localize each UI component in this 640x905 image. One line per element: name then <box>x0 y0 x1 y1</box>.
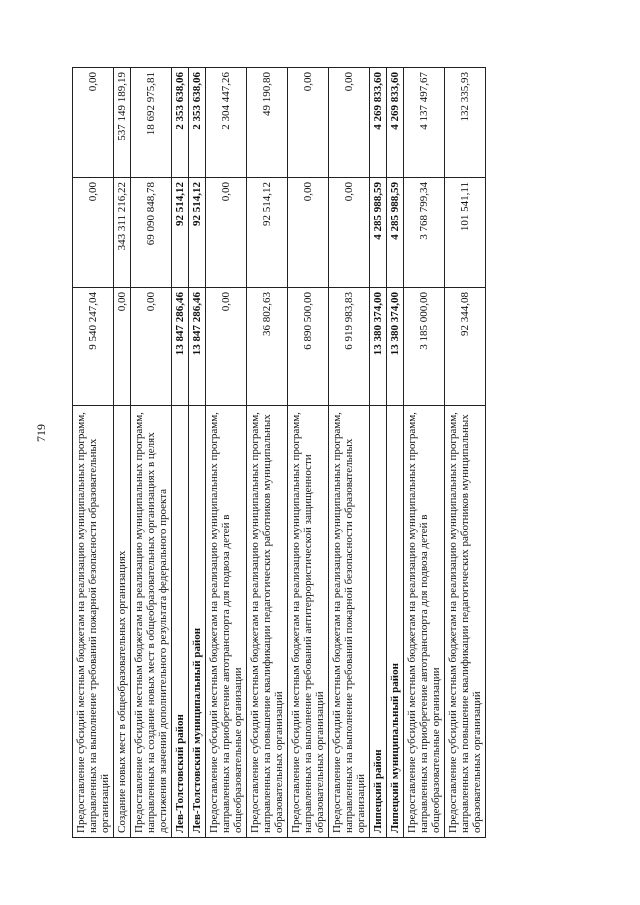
row-description: Предоставление субсидий местным бюджетам на реализацию муниципальных программ, направленных на повышение квалификации педагогических работников муниципальных образовательных организаций <box>445 406 486 838</box>
row-value-2024: 2 353 638,06 <box>172 68 189 178</box>
row-value-2022: 13 847 286,46 <box>189 288 206 406</box>
row-value-2023: 3 768 799,34 <box>404 178 445 288</box>
row-value-2024: 4 269 833,60 <box>387 68 404 178</box>
row-value-2024: 18 692 975,81 <box>131 68 172 178</box>
table-row <box>131 68 172 838</box>
row-value-2024: 2 304 447,26 <box>206 68 247 178</box>
row-description: Лев-Толстовский муниципальный район <box>189 406 206 838</box>
table-row <box>114 68 131 838</box>
row-value-2023: 4 285 988,59 <box>387 178 404 288</box>
row-description: Предоставление субсидий местным бюджетам на реализацию муниципальных программ, направленных на выполнение требований пожарной безопасности образовательных организаций <box>73 406 114 838</box>
row-value-2022: 0,00 <box>114 288 131 406</box>
row-value-2024: 0,00 <box>73 68 114 178</box>
row-value-2023: 0,00 <box>206 178 247 288</box>
row-description: Липецкий район <box>370 406 387 838</box>
table-row <box>247 68 288 838</box>
row-value-2024: 132 335,93 <box>445 68 486 178</box>
row-value-2022: 13 380 374,00 <box>387 288 404 406</box>
row-value-2024: 0,00 <box>288 68 329 178</box>
row-value-2023: 92 514,12 <box>172 178 189 288</box>
table-row <box>329 68 370 838</box>
table-row <box>172 68 189 838</box>
table-row <box>387 68 404 838</box>
row-value-2022: 6 890 500,00 <box>288 288 329 406</box>
table-body <box>73 68 486 838</box>
row-value-2022: 9 540 247,04 <box>73 288 114 406</box>
row-value-2022: 13 380 374,00 <box>370 288 387 406</box>
table-row <box>206 68 247 838</box>
row-description: Предоставление субсидий местным бюджетам на реализацию муниципальных программ, направленных на повышение квалификации педагогических работников муниципальных образовательных организаций <box>247 406 288 838</box>
table-row <box>73 68 114 838</box>
row-description: Предоставление субсидий местным бюджетам на реализацию муниципальных программ, направленных на создание новых мест в общеобразовательных организациях в целях достижения значений дополнительного результата федерального проекта <box>131 406 172 838</box>
row-value-2023: 343 311 216,22 <box>114 178 131 288</box>
row-value-2022: 92 344,08 <box>445 288 486 406</box>
row-description: Предоставление субсидий местным бюджетам на реализацию муниципальных программ, направленных на выполнение требований антитеррористической защищенности образовательных организаций <box>288 406 329 838</box>
row-value-2023: 69 090 848,78 <box>131 178 172 288</box>
budget-table <box>72 67 486 838</box>
row-value-2023: 4 285 988,59 <box>370 178 387 288</box>
row-value-2024: 0,00 <box>329 68 370 178</box>
row-description: Предоставление субсидий местным бюджетам на реализацию муниципальных программ, направленных на приобретение автотранспорта для подвоза детей в общеобразовательные организации <box>404 406 445 838</box>
row-value-2023: 0,00 <box>73 178 114 288</box>
table-row <box>189 68 206 838</box>
row-value-2023: 0,00 <box>329 178 370 288</box>
row-value-2022: 0,00 <box>131 288 172 406</box>
table-row <box>445 68 486 838</box>
table-row <box>404 68 445 838</box>
row-value-2022: 13 847 286,46 <box>172 288 189 406</box>
row-value-2023: 0,00 <box>288 178 329 288</box>
page-number: 719 <box>34 424 48 442</box>
rotated-table-container <box>72 68 486 838</box>
row-value-2024: 4 269 833,60 <box>370 68 387 178</box>
row-value-2024: 2 353 638,06 <box>189 68 206 178</box>
row-description: Предоставление субсидий местным бюджетам на реализацию муниципальных программ, направленных на приобретение автотранспорта для подвоза детей в общеобразовательные организации <box>206 406 247 838</box>
row-value-2022: 6 919 983,83 <box>329 288 370 406</box>
row-value-2022: 0,00 <box>206 288 247 406</box>
row-value-2023: 101 541,11 <box>445 178 486 288</box>
table-row <box>370 68 387 838</box>
row-value-2022: 3 185 000,00 <box>404 288 445 406</box>
row-value-2023: 92 514,12 <box>189 178 206 288</box>
row-value-2024: 49 190,80 <box>247 68 288 178</box>
row-value-2024: 4 137 497,67 <box>404 68 445 178</box>
row-description: Предоставление субсидий местным бюджетам на реализацию муниципальных программ, направленных на выполнение требований пожарной безопасности образовательных организаций <box>329 406 370 838</box>
row-description: Лев-Толстовский район <box>172 406 189 838</box>
row-value-2024: 537 149 189,19 <box>114 68 131 178</box>
row-value-2023: 92 514,12 <box>247 178 288 288</box>
row-description: Создание новых мест в общеобразовательных организациях <box>114 406 131 838</box>
row-value-2022: 36 802,63 <box>247 288 288 406</box>
row-description: Липецкий муниципальный район <box>387 406 404 838</box>
table-row <box>288 68 329 838</box>
